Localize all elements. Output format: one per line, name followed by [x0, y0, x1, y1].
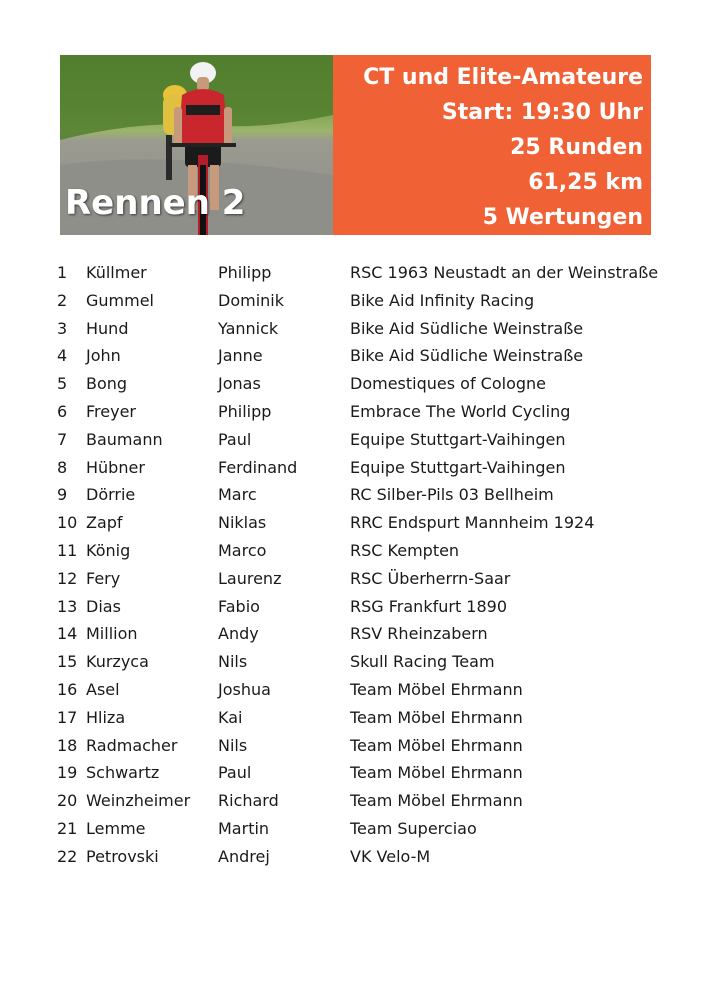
- rider-number: 2: [57, 290, 68, 310]
- table-row: [0, 370, 710, 398]
- first-name: Martin: [218, 818, 270, 838]
- team-name: Equipe Stuttgart-Vaihingen: [350, 429, 566, 449]
- last-name: Weinzheimer: [86, 791, 191, 811]
- last-name: Hübner: [86, 457, 145, 477]
- last-name: Hliza: [86, 707, 126, 727]
- cyclist-photo: [60, 55, 333, 235]
- team-name: RC Silber-Pils 03 Bellheim: [350, 485, 554, 505]
- table-row: [0, 732, 710, 760]
- last-name: Küllmer: [86, 263, 147, 282]
- rider-number: 14: [57, 624, 78, 644]
- race-header: [60, 55, 651, 235]
- first-name: Joshua: [218, 679, 271, 699]
- rider-number: 20: [57, 791, 78, 811]
- race-info-panel: [333, 55, 651, 235]
- team-name: Domestiques of Cologne: [350, 374, 546, 394]
- starter-list: [0, 259, 710, 871]
- table-row: [0, 843, 710, 871]
- rider-number: 4: [57, 346, 68, 366]
- last-name: Schwartz: [86, 763, 160, 783]
- last-name: Bong: [86, 374, 128, 394]
- laps: 25 Runden: [510, 135, 643, 160]
- team-name: Team Möbel Ehrmann: [350, 707, 523, 727]
- table-row: [0, 676, 710, 704]
- start-time: Start: 19:30 Uhr: [441, 100, 643, 125]
- rider-number: 7: [57, 429, 68, 449]
- rider-number: 19: [57, 763, 78, 783]
- first-name: Janne: [218, 346, 263, 366]
- team-name: RSG Frankfurt 1890: [350, 596, 508, 616]
- last-name: Gummel: [86, 290, 154, 310]
- first-name: Paul: [218, 429, 252, 449]
- team-name: VK Velo-M: [350, 846, 431, 866]
- last-name: John: [86, 346, 121, 366]
- table-row: [0, 315, 710, 343]
- distance: 61,25 km: [528, 170, 643, 195]
- table-row: [0, 593, 710, 621]
- first-name: Laurenz: [218, 568, 282, 588]
- last-name: Million: [86, 624, 138, 644]
- rider-number: 3: [57, 318, 68, 338]
- last-name: Asel: [86, 679, 120, 699]
- last-name: Hund: [86, 318, 129, 338]
- last-name: König: [86, 540, 131, 560]
- first-name: Niklas: [218, 513, 267, 533]
- last-name: Fery: [86, 568, 121, 588]
- table-row: [0, 398, 710, 426]
- rider-number: 11: [57, 540, 78, 560]
- table-row: [0, 509, 710, 537]
- first-name: Marc: [218, 485, 257, 505]
- first-name: Kai: [218, 707, 243, 727]
- team-name: RSC 1963 Neustadt an der Weinstraße: [350, 263, 659, 282]
- team-name: RSC Überherrn-Saar: [350, 568, 511, 588]
- first-name: Yannick: [218, 318, 279, 338]
- team-name: Team Möbel Ehrmann: [350, 791, 523, 811]
- rider-number: 5: [57, 374, 68, 394]
- rider-number: 22: [57, 846, 78, 866]
- team-name: RRC Endspurt Mannheim 1924: [350, 513, 595, 533]
- last-name: Dias: [86, 596, 121, 616]
- team-name: Equipe Stuttgart-Vaihingen: [350, 457, 566, 477]
- first-name: Andrej: [218, 846, 270, 866]
- race-title: Rennen 2: [65, 183, 246, 223]
- table-row: [0, 787, 710, 815]
- table-row: [0, 565, 710, 593]
- race-category: CT und Elite-Amateure: [363, 65, 643, 90]
- last-name: Dörrie: [86, 485, 136, 505]
- table-row: [0, 815, 710, 843]
- team-name: Embrace The World Cycling: [350, 401, 571, 421]
- team-name: RSC Kempten: [350, 540, 460, 560]
- last-name: Petrovski: [86, 846, 159, 866]
- rider-number: 9: [57, 485, 68, 505]
- team-name: RSV Rheinzabern: [350, 624, 488, 644]
- first-name: Richard: [218, 791, 279, 811]
- rider-number: 15: [57, 652, 78, 672]
- first-name: Jonas: [218, 374, 261, 394]
- last-name: Baumann: [86, 429, 163, 449]
- table-row: [0, 704, 710, 732]
- first-name: Ferdinand: [218, 457, 298, 477]
- rider-number: 13: [57, 596, 78, 616]
- team-name: Team Möbel Ehrmann: [350, 735, 523, 755]
- first-name: Paul: [218, 763, 252, 783]
- rider-number: 12: [57, 568, 78, 588]
- first-name: Philipp: [218, 401, 272, 421]
- first-name: Marco: [218, 540, 267, 560]
- rider-number: 1: [57, 263, 68, 282]
- first-name: Nils: [218, 652, 248, 672]
- team-name: Bike Aid Infinity Racing: [350, 290, 535, 310]
- last-name: Kurzyca: [86, 652, 149, 672]
- team-name: Bike Aid Südliche Weinstraße: [350, 318, 584, 338]
- last-name: Lemme: [86, 818, 146, 838]
- rider-number: 10: [57, 513, 78, 533]
- table-row: [0, 342, 710, 370]
- first-name: Fabio: [218, 596, 260, 616]
- first-name: Dominik: [218, 290, 284, 310]
- table-row: [0, 620, 710, 648]
- first-name: Nils: [218, 735, 248, 755]
- sprints: 5 Wertungen: [482, 205, 643, 230]
- rider-number: 21: [57, 818, 78, 838]
- team-name: Team Möbel Ehrmann: [350, 679, 523, 699]
- table-row: [0, 259, 710, 287]
- last-name: Radmacher: [86, 735, 178, 755]
- team-name: Team Möbel Ehrmann: [350, 763, 523, 783]
- table-row: [0, 537, 710, 565]
- last-name: Freyer: [86, 401, 136, 421]
- table-row: [0, 426, 710, 454]
- rider-number: 6: [57, 401, 68, 421]
- team-name: Skull Racing Team: [350, 652, 495, 672]
- team-name: Team Superciao: [350, 818, 477, 838]
- rider-number: 8: [57, 457, 68, 477]
- table-row: [0, 481, 710, 509]
- table-row: [0, 287, 710, 315]
- table-row: [0, 648, 710, 676]
- table-row: [0, 454, 710, 482]
- table-row: [0, 759, 710, 787]
- rider-number: 18: [57, 735, 78, 755]
- last-name: Zapf: [86, 513, 123, 533]
- first-name: Andy: [218, 624, 259, 644]
- first-name: Philipp: [218, 263, 272, 282]
- rider-number: 16: [57, 679, 78, 699]
- team-name: Bike Aid Südliche Weinstraße: [350, 346, 584, 366]
- rider-number: 17: [57, 707, 78, 727]
